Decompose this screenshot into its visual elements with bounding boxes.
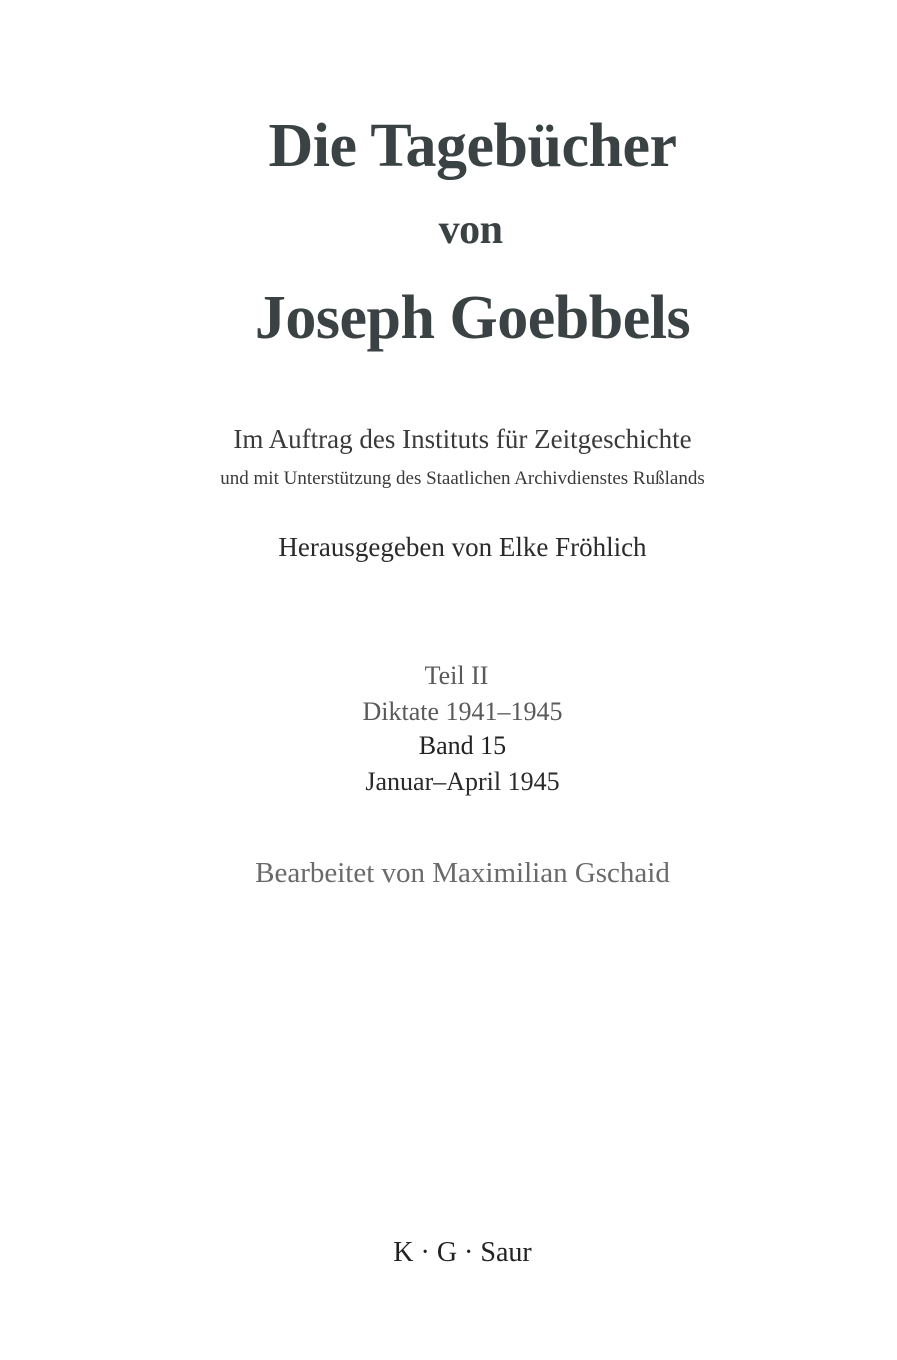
publisher-name: K · G · Saur (393, 1237, 532, 1268)
period-label: Januar–April 1945 (365, 767, 560, 796)
part-label: Teil II (424, 661, 489, 690)
book-title-connector: von (438, 207, 503, 253)
band-label: Band 15 (418, 731, 507, 760)
support-statement: und mit Unterstützung des Staatlichen Archivdienstes Rußlands (220, 468, 705, 489)
book-author: Joseph Goebbels (254, 284, 691, 352)
commission-statement: Im Auftrag des Instituts für Zeitgeschichte (233, 424, 692, 454)
editor-statement: Herausgegeben von Elke Fröhlich (278, 532, 647, 562)
compiled-by-statement: Bearbeitet von Maximilian Gschaid (255, 857, 670, 889)
book-title: Die Tagebücher (268, 112, 677, 180)
series-label: Diktate 1941–1945 (362, 697, 563, 726)
